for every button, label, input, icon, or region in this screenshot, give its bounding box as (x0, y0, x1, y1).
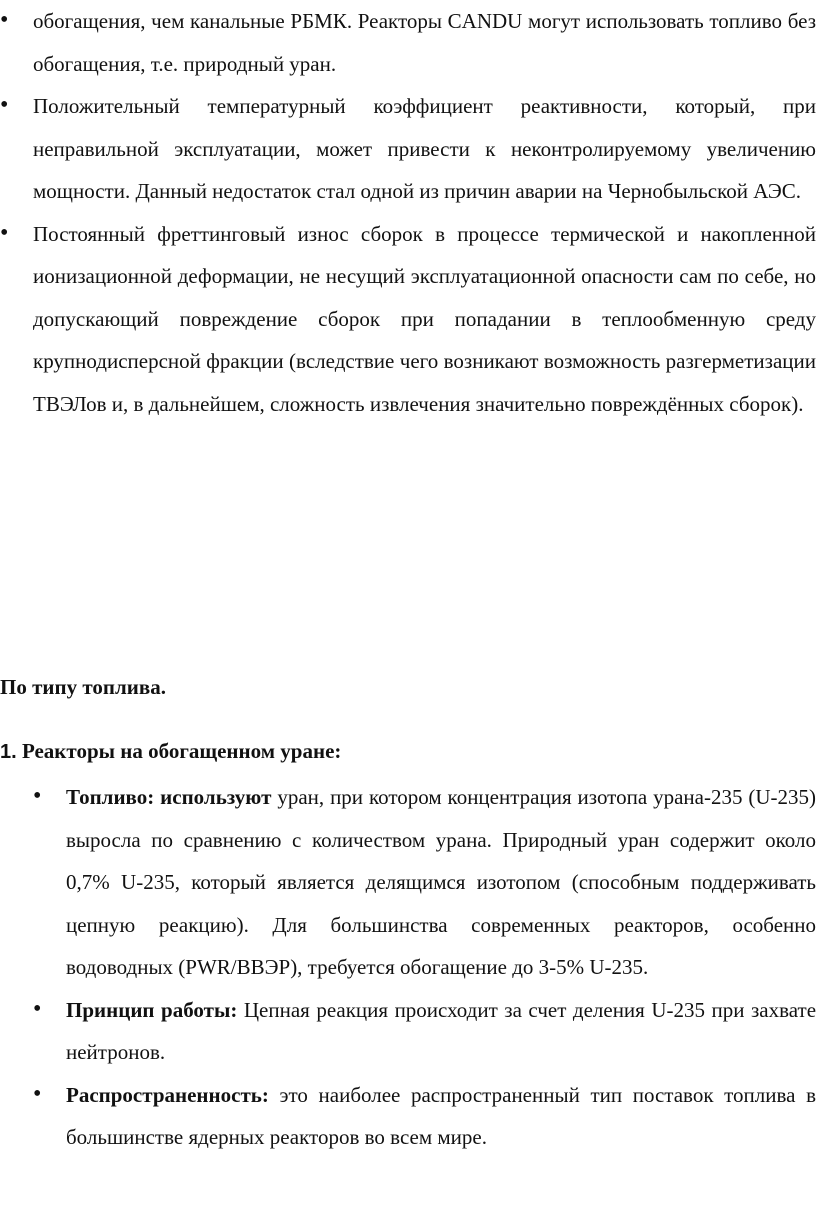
item-term: Принцип работы: (66, 997, 238, 1022)
list-item-fuel (0, 776, 816, 989)
subsection-number: 1. (0, 741, 17, 763)
item-term: Распространенность: (66, 1082, 269, 1107)
item-text: Цепная реакция происходит за счет деления U-235 при захвате нейтронов. (66, 997, 816, 1064)
disadvantages-list (0, 0, 816, 425)
list-item: • обогащения, чем канальные РБМК. Реакторы CANDU могут использовать топливо без обогащения, т.е. природный уран. (0, 0, 816, 85)
list-item: • Постоянный фреттинговый износ сборок в процессе термической и накопленной ионизационной деформации, не несущий эксплуатационной опасности сам по себе, но допускающий повреждение сборок при попадании в теплообменную среду крупнодисперсной фракции (вследствие чего возникают возможность разгерметизации ТВЭЛов и, в дальнейшем, сложность извлечения значительно повреждённых сборок). (0, 213, 816, 426)
section-heading-fuel-type: По типу топлива. (0, 675, 166, 699)
item-text: это наиболее распространенный тип поставок топлива в большинстве ядерных реакторов во всем мире. (66, 1082, 816, 1149)
item-text: уран, при котором концентрация изотопа урана-235 (U-235) выросла по сравнению с количеством урана. Природный уран содержит около 0,7% U-235, который является делящимся изотопом (способным поддерживать цепную реакцию). Для большинства современных реакторов, особенно водоводных (PWR/ВВЭР), требуется обогащение до 3-5% U-235. (66, 785, 816, 979)
list-item-principle (0, 989, 816, 1074)
subsection-title: Реакторы на обогащенном уране: (21, 739, 342, 763)
item-term: Топливо: используют (66, 785, 272, 809)
list-item-prevalence (0, 1074, 816, 1159)
subsection-heading-enriched-uranium (0, 730, 816, 774)
list-item: • Положительный температурный коэффициент реактивности, который, при неправильной эксплуатации, может привести к неконтролируемому увеличению мощности. Данный недостаток стал одной из причин аварии на Чернобыльской АЭС. (0, 85, 816, 213)
enriched-uranium-list (0, 776, 816, 1159)
